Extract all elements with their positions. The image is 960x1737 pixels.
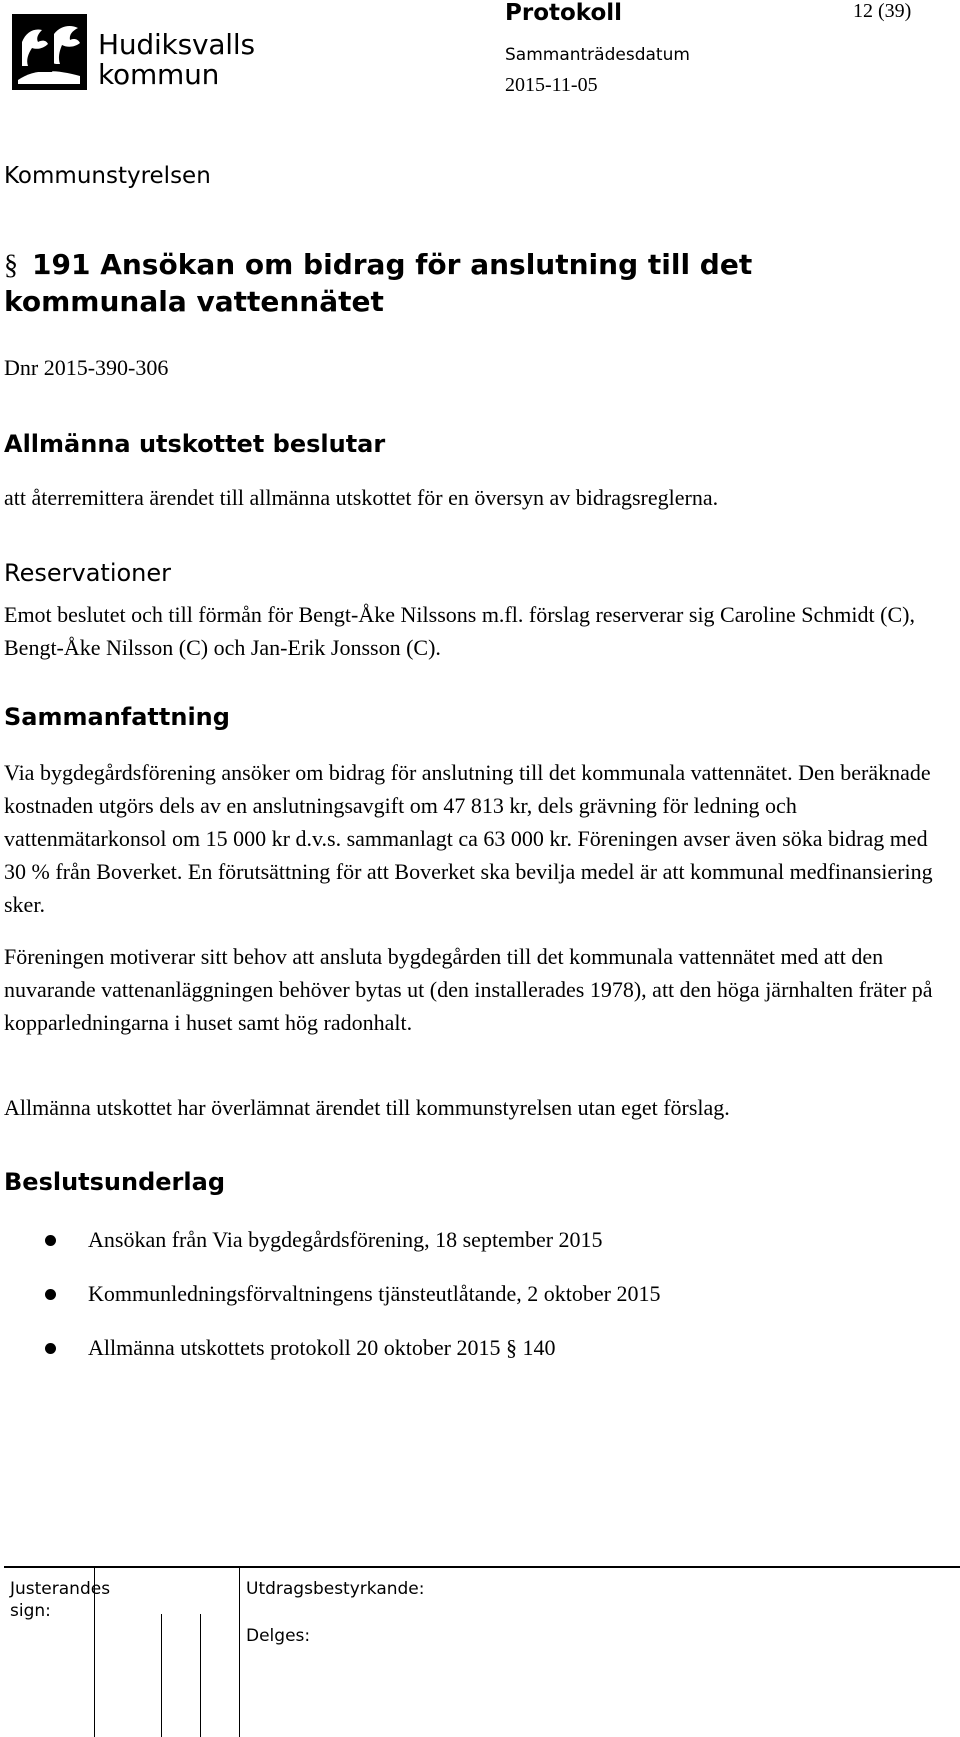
document-type: Protokoll <box>505 0 623 26</box>
meeting-date-label: Sammanträdesdatum <box>505 45 690 65</box>
bullet-icon <box>45 1289 56 1300</box>
logo-line-1: Hudiksvalls <box>98 28 255 61</box>
justerandes-label: Justerandes sign: <box>10 1579 111 1621</box>
logo-line-2: kommun <box>98 58 220 91</box>
logo-wordmark <box>98 30 255 90</box>
summary-paragraph-3: Allmänna utskottet har överlämnat ärendet till kommunstyrelsen utan eget förslag. <box>4 1095 730 1120</box>
meeting-date-value: 2015-11-05 <box>505 74 598 96</box>
item-title-text: 191 Ansökan om bidrag för anslutning till det kommunala vattennätet <box>4 248 753 318</box>
municipality-logo <box>12 14 87 90</box>
delges-label: Delges: <box>246 1626 311 1646</box>
signature-box-rule-2 <box>200 1614 201 1737</box>
bullet-icon <box>45 1343 56 1354</box>
basis-list <box>88 1225 948 1387</box>
signature-footer <box>4 1566 960 1737</box>
list-item: Ansökan från Via bygdegårdsförening, 18 september 2015 <box>88 1225 948 1279</box>
reservations-text: Emot beslutet och till förmån för Bengt-Åke Nilssons m.fl. förslag reserverar sig Caroline Schmidt (C), Bengt-Åke Nilsson (C) och Jan-Erik Jonsson (C). <box>4 602 915 660</box>
utdrag-label: Utdragsbestyrkande: <box>246 1579 425 1599</box>
summary-heading: Sammanfattning <box>4 703 230 731</box>
basis-heading: Beslutsunderlag <box>4 1168 225 1196</box>
decision-text: att återremittera ärendet till allmänna utskottet för en översyn av bidragsreglerna. <box>4 485 719 510</box>
paragraph-sign: § <box>4 250 18 281</box>
goat-emblem-icon <box>12 14 87 90</box>
summary-paragraph-1: Via bygdegårdsförening ansöker om bidrag för anslutning till det kommunala vattennätet. Den beräknade kostnaden utgörs dels av en anslutningsavgift om 47 813 kr, dels grävning för ledning och vattenmätarkonsol om 15 000 kr d.v.s. sammanlagt ca 63 000 kr. Föreningen avser även söka bidrag med 30 % från Boverket. En förutsättning för att Boverket ska bevilja medel är att kommunal medfinansiering sker. <box>4 760 933 917</box>
list-item: Kommunledningsförvaltningens tjänsteutlåtande, 2 oktober 2015 <box>88 1279 948 1333</box>
item-title <box>4 247 944 320</box>
bullet-icon <box>45 1235 56 1246</box>
reservations-heading: Reservationer <box>4 559 172 587</box>
organization-name: Kommunstyrelsen <box>4 163 211 189</box>
case-number: Dnr 2015-390-306 <box>4 355 169 380</box>
signature-box-rule-1 <box>161 1614 162 1737</box>
footer-divider <box>4 1566 960 1568</box>
list-item: Allmänna utskottets protokoll 20 oktober 2015 § 140 <box>88 1333 948 1387</box>
summary-paragraph-2: Föreningen motiverar sitt behov att ansluta bygdegården till det kommunala vattennätet med att den nuvarande vattenanläggningen behöver bytas ut (den installerades 1978), att den höga järnhalten fräter på kopparledningarna i huset samt hög radonhalt. <box>4 944 933 1035</box>
decision-heading: Allmänna utskottet beslutar <box>4 430 386 458</box>
page-number: 12 (39) <box>853 0 912 22</box>
footer-column-rule <box>239 1566 240 1737</box>
